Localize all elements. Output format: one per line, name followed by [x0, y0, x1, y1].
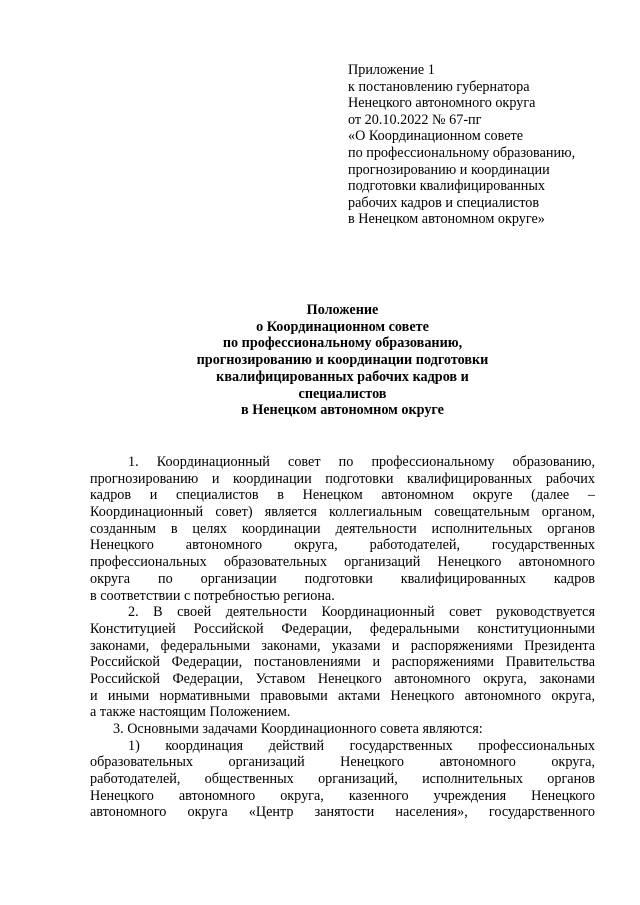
body-line: работодателей, общественных организаций, исполнительных органов	[90, 771, 595, 788]
body-line: прогнозированию и координации подготовки квалифицированных рабочих	[90, 470, 595, 487]
body-line: образовательных организаций Ненецкого автономного округа,	[90, 754, 595, 771]
body-line: Конституцией Российской Федерации, федеральными конституционными	[90, 620, 595, 637]
appendix-line: подготовки квалифицированных	[348, 178, 545, 195]
appendix-line: к постановлению губернатора	[348, 78, 530, 95]
body-line: а также настоящим Положением.	[90, 704, 291, 721]
body-line: в соответствии с потребностью региона.	[90, 587, 335, 604]
body-line: созданным в целях координации деятельности исполнительных органов	[90, 520, 595, 537]
appendix-line: от 20.10.2022 № 67-пг	[348, 111, 482, 128]
appendix-line: в Ненецком автономном округе»	[348, 211, 545, 228]
title-line: прогнозированию и координации подготовки	[196, 352, 489, 369]
title-line: специалистов	[298, 385, 387, 402]
body-line: Ненецкого автономного округа, казенного учреждения Ненецкого	[90, 787, 595, 804]
body-line: 1) координация действий государственных профессиональных	[128, 737, 595, 754]
title-line: Положение	[306, 302, 379, 318]
body-line: Российской Федерации, Уставом Ненецкого автономного округа, законами	[90, 670, 595, 687]
title-line: в Ненецком автономном округе	[241, 402, 444, 419]
document-body	[90, 454, 595, 821]
body-line: округа по организации подготовки квалифицированных кадров	[90, 570, 595, 587]
appendix-line: прогнозированию и координации	[348, 161, 550, 178]
appendix-line: рабочих кадров и специалистов	[348, 194, 540, 211]
document-title	[90, 302, 595, 419]
body-line: законами, федеральными законами, указами и распоряжениями Президента	[90, 637, 595, 654]
appendix-line: по профессиональному образованию,	[348, 144, 576, 161]
title-line: о Координационном совете	[256, 318, 429, 335]
appendix-line: «О Координационном совете	[348, 128, 524, 145]
body-line: Ненецкого автономного округа, работодателей, государственных	[90, 537, 595, 554]
appendix-line: Ненецкого автономного округа	[348, 95, 536, 112]
body-line: 1. Координационный совет по профессиональному образованию,	[128, 454, 595, 470]
title-line: квалифицированных рабочих кадров и	[216, 368, 469, 385]
body-line: профессиональных образовательных организаций Ненецкого автономного	[90, 554, 595, 571]
title-line: по профессиональному образованию,	[222, 335, 463, 352]
body-line: кадров и специалистов в Ненецком автономном округе (далее –	[90, 487, 595, 504]
body-line: Российской Федерации, постановлениями и распоряжениями Правительства	[90, 654, 595, 671]
appendix-header	[348, 62, 618, 228]
appendix-line: Приложение 1	[348, 62, 435, 78]
body-line: 2. В своей деятельности Координационный совет руководствуется	[128, 604, 595, 621]
body-line: Координационный совет) является коллегиальным совещательным органом,	[90, 504, 595, 521]
body-line: и иными нормативными правовыми актами Ненецкого автономного округа,	[90, 687, 595, 704]
body-line: автономного округа «Центр занятости населения», государственного	[90, 804, 595, 821]
body-line: 3. Основными задачами Координационного совета являются:	[113, 721, 483, 737]
